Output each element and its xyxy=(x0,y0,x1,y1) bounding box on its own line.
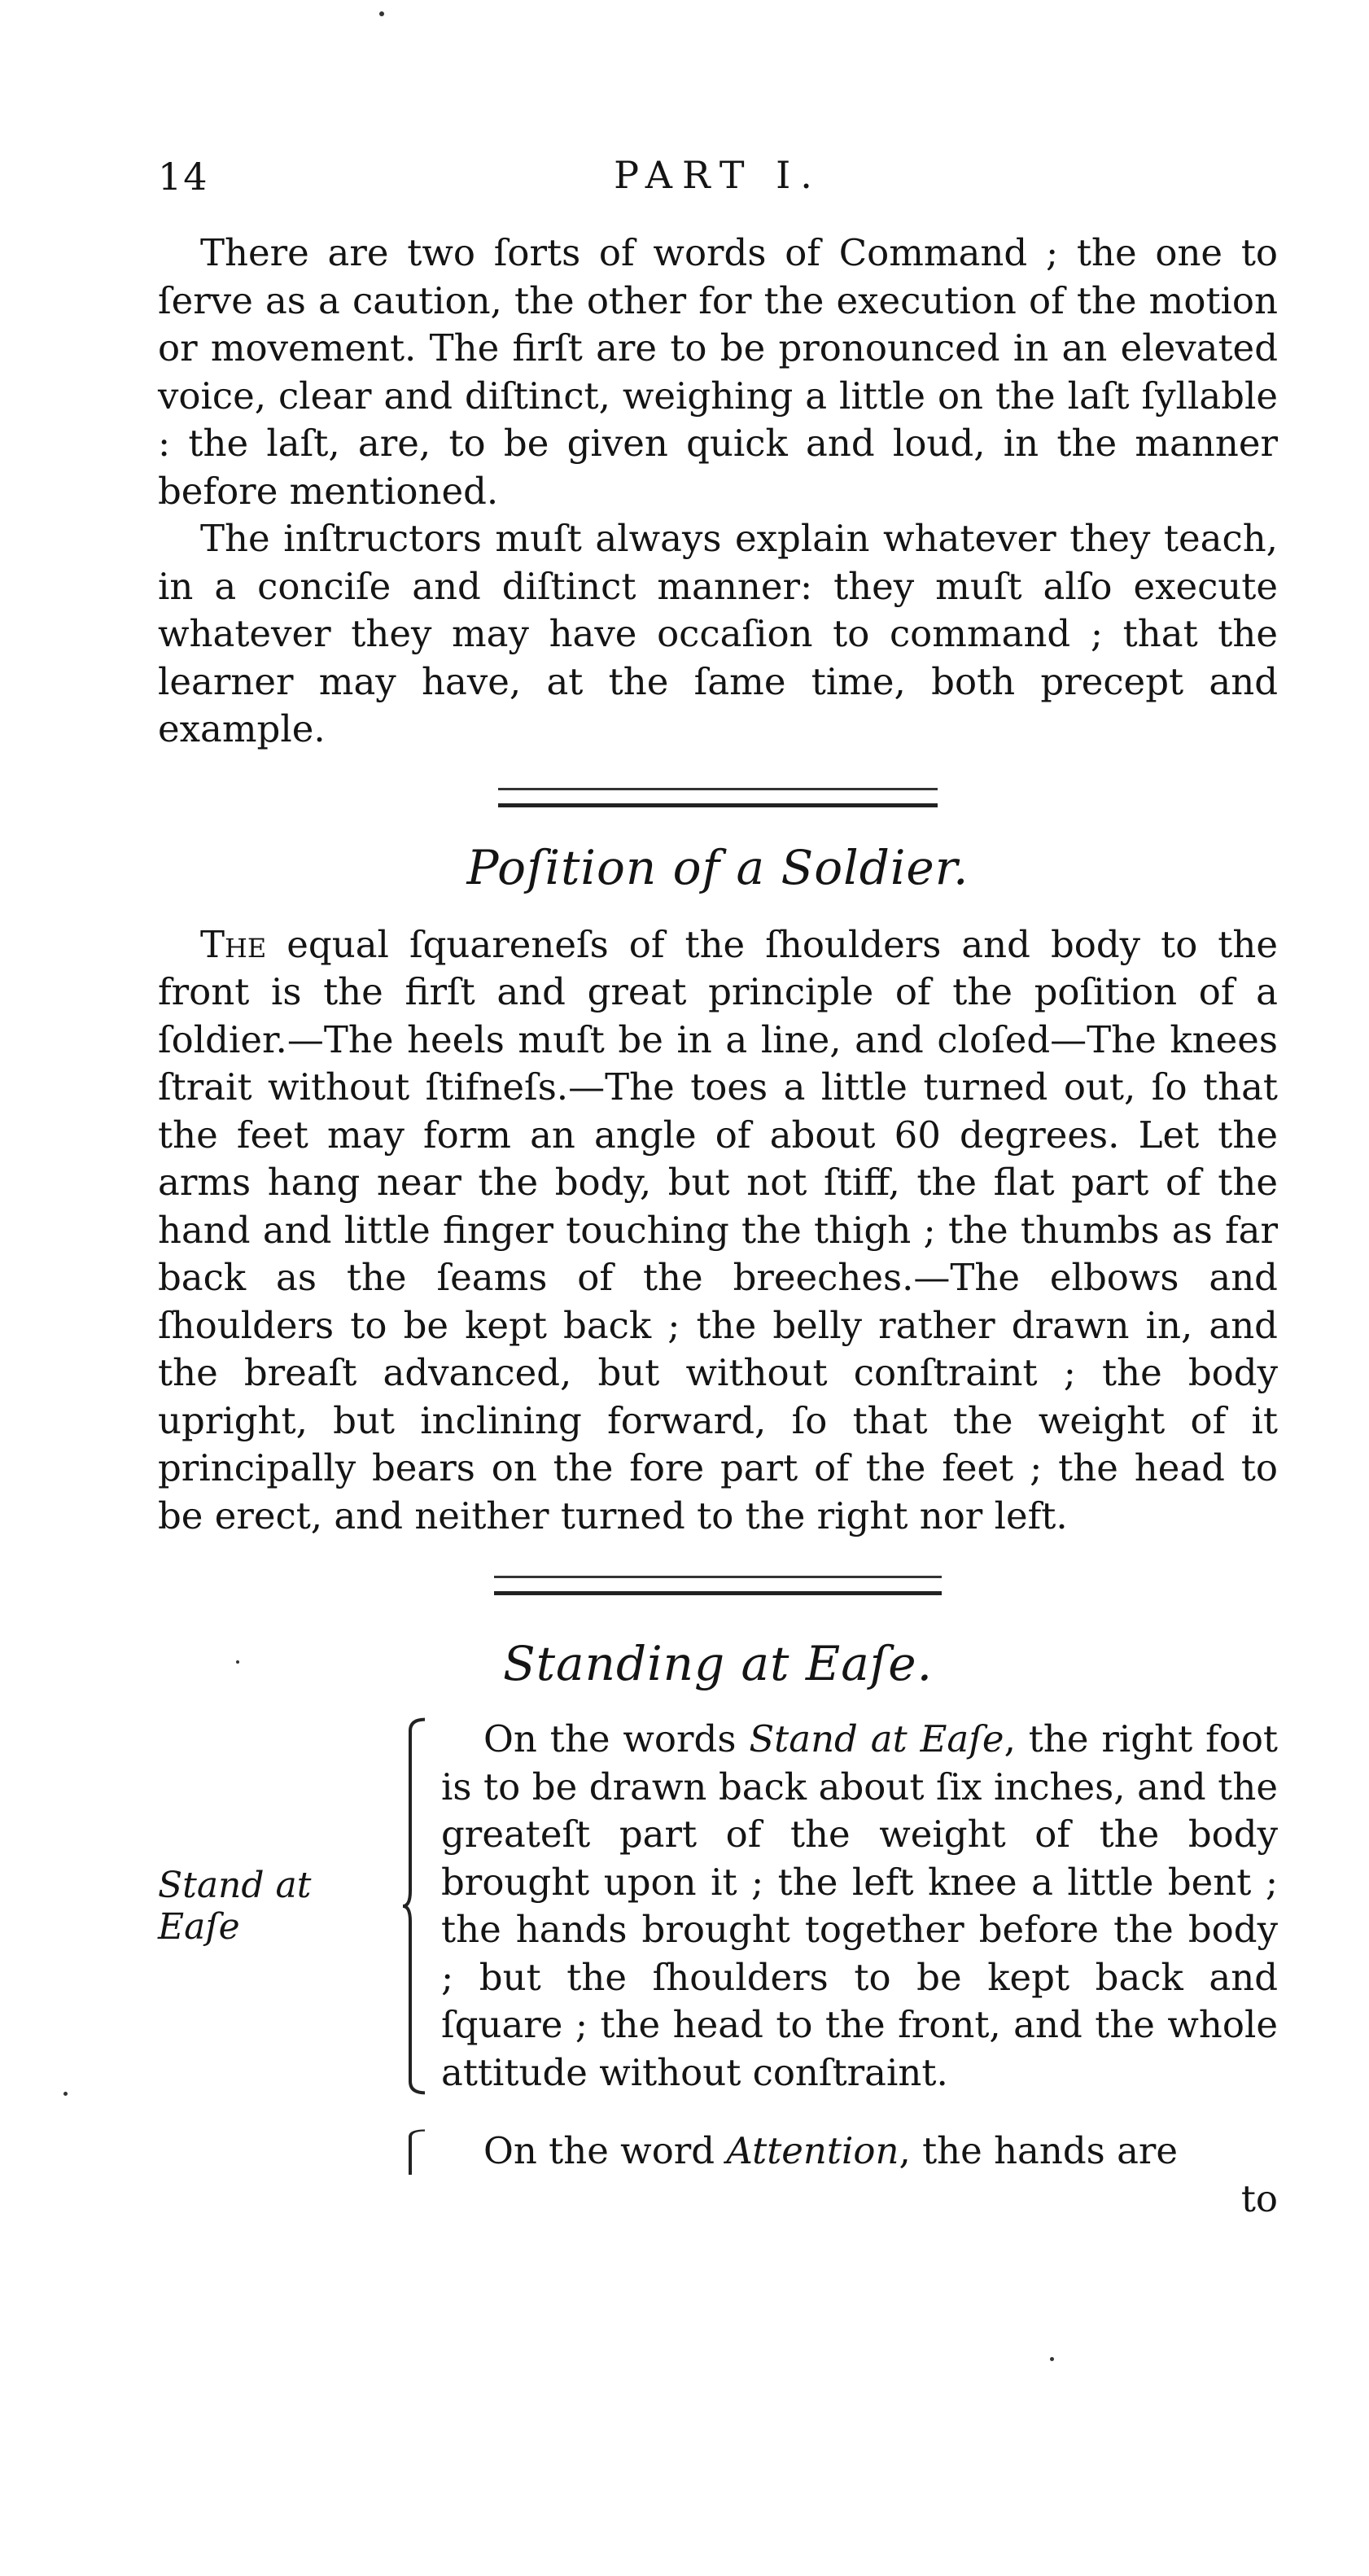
drill-paragraph xyxy=(441,1716,1278,2097)
curly-brace-icon xyxy=(400,1716,430,2097)
running-header xyxy=(158,138,1278,203)
catchword: to xyxy=(1240,2176,1278,2220)
position-paragraph xyxy=(158,921,1278,1541)
drill-text-post: , the right foot is to be drawn back about ſix inches, and the greateſt part of the weight of the body brought upon it ; the left knee a little bent ; the hands brought together before the body ; but the ſhoulders to be kept back and ſquare ; the head to the front, and the whole attitude without conſtraint. xyxy=(441,1717,1278,2094)
section-heading-position: Poſition of a Soldier. xyxy=(466,839,969,895)
drill-stand-at-ease xyxy=(158,1716,1278,2097)
margin-command-label-empty xyxy=(158,2128,394,2176)
intro-paragraph-1: There are two ſorts of words of Command ; the one to ſerve as a caution, the other for the execution of the motion or movement. The firſt are to be pronounced in an elevated voice, clear and diſtinct, weighing a little on the laſt ſyllable : the laſt, are, to be given quick and loud, in the manner before mentioned. xyxy=(158,231,1278,513)
drill-text-post: , the hands are xyxy=(899,2129,1179,2172)
drill-text-pre: On the word xyxy=(483,2129,727,2172)
ink-speck xyxy=(379,11,384,16)
page-number: 14 xyxy=(158,155,209,199)
drill-description xyxy=(441,2128,1278,2176)
margin-command-label: Stand at Eaſe xyxy=(158,1865,312,1948)
intro-paragraph-2: The inſtructors muſt always explain whatever they teach, in a conciſe and diſtinct manner: they muſt alſo execute whatever they may have occaſion to command ; that the learner may have, at the ſame time, both precept and example. xyxy=(158,517,1278,750)
page-body xyxy=(158,138,1278,2223)
position-body: equal ſquareneſs of the ſhoulders and body to the front is the firſt and great principle of the poſition of a ſoldier.—The heels muſt be in a line, and cloſed—The knees ſtrait without ſtifneſs.—The toes a little turned out, ſo that the feet may form an angle of about 60 degrees. Let the arms hang near the body, but not ſtiff, the flat part of the hand and little finger touching the thigh ; the thumbs as far back as the ſeams of the breeches.—The elbows and ſhoulders to be kept back ; the belly rather drawn in, and the breaſt advanced, but without conſtraint ; the body upright, but inclining forward, ſo that the weight of it principally bears on the fore part of the feet ; the head to be erect, and neither turned to the right nor left. xyxy=(158,922,1278,1537)
drill-description xyxy=(441,1716,1278,2097)
section-heading-ease: Standing at Eaſe. xyxy=(502,1636,934,1691)
lead-word: The xyxy=(200,922,267,966)
drill-paragraph xyxy=(441,2128,1278,2176)
brace-icon xyxy=(394,2128,441,2175)
brace-icon xyxy=(394,1716,441,2097)
brace-top-icon xyxy=(400,2128,430,2175)
ink-speck xyxy=(63,2092,68,2096)
drill-command: Attention xyxy=(726,2129,899,2172)
part-title: PART I. xyxy=(614,153,822,197)
drill-command: Stand at Eaſe xyxy=(749,1717,1004,1760)
section-divider xyxy=(494,1576,942,1595)
drill-attention xyxy=(158,2128,1278,2176)
ink-speck xyxy=(1050,2357,1054,2361)
section-divider xyxy=(498,788,938,807)
drill-text-pre: On the words xyxy=(483,1717,750,1760)
